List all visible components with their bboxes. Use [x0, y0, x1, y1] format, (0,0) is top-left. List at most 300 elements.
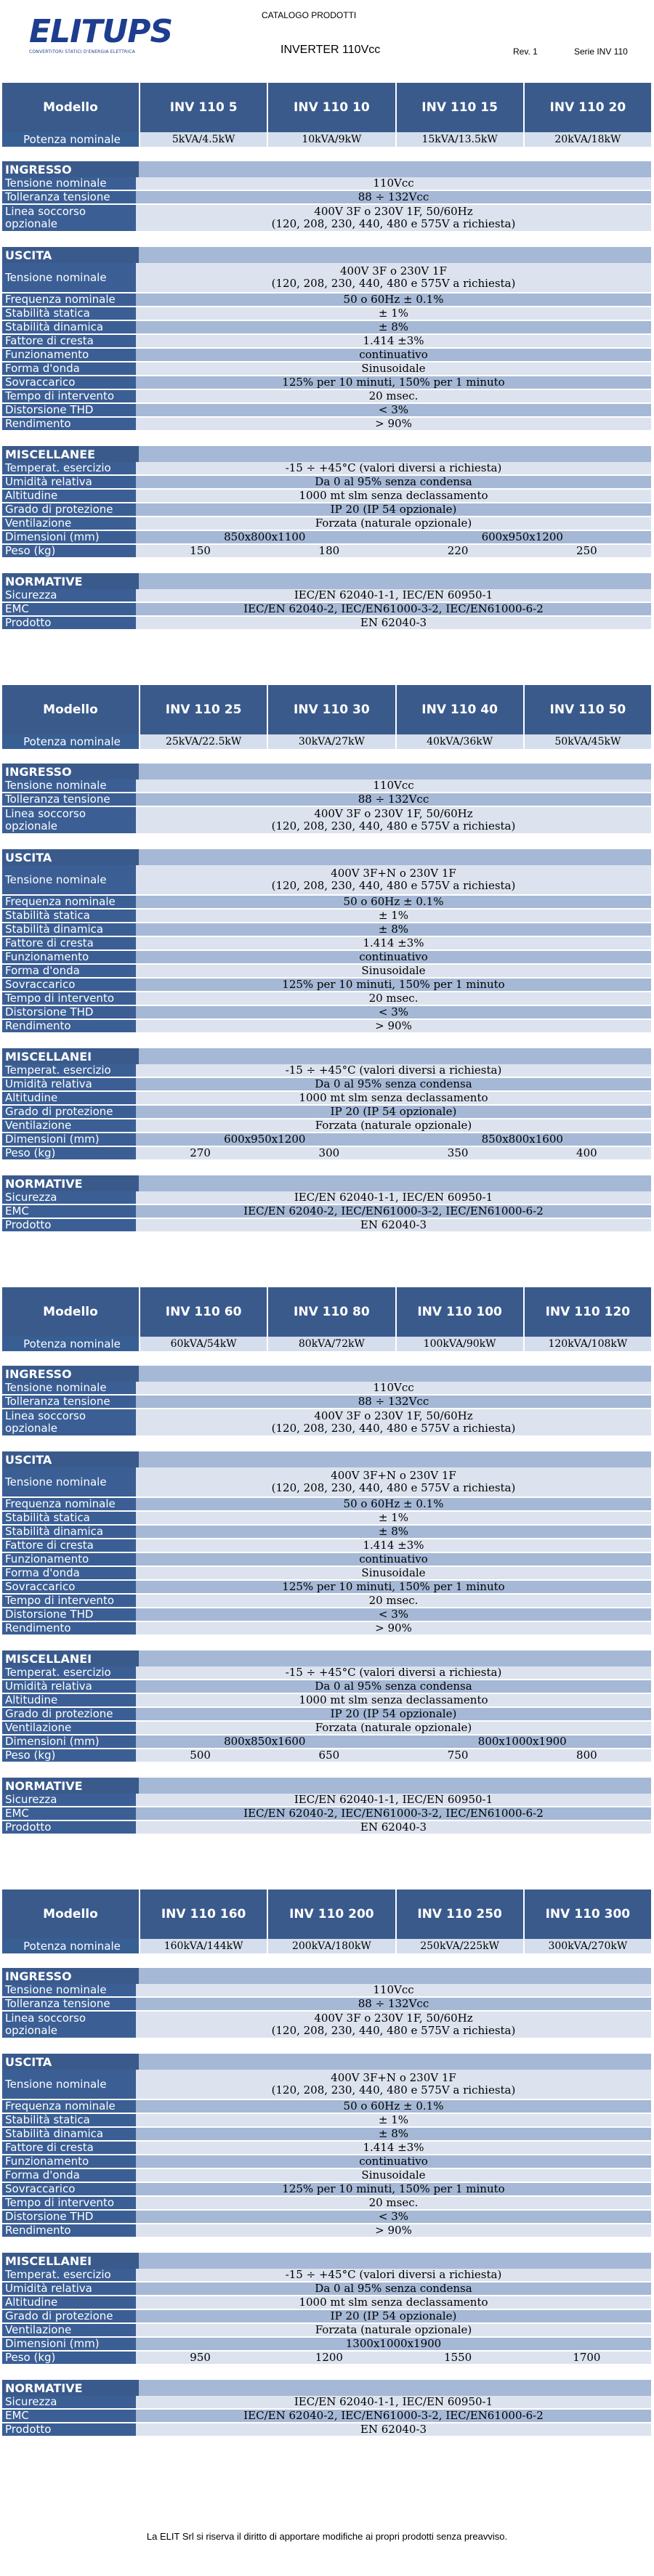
ventilazione-value: Forzata (naturale opzionale) [136, 1119, 651, 1133]
in-tolleranza-label: Tolleranza tensione [2, 1998, 136, 2012]
in-tensione-label: Tensione nominale [2, 779, 136, 793]
distorsione-label: Distorsione THD [2, 2211, 136, 2224]
spec-row [2, 1006, 651, 1020]
distorsione-label: Distorsione THD [2, 404, 136, 418]
spec-row [2, 779, 651, 793]
sicurezza-label: Sicurezza [2, 589, 136, 603]
ventilazione-label: Ventilazione [2, 1119, 136, 1133]
in-linea-value: 400V 3F o 230V 1F, 50/60Hz (120, 208, 230, 440, 480 e 575V a richiesta) [136, 205, 651, 232]
normative-section [2, 573, 651, 631]
potenza-label: Potenza nominale [2, 734, 139, 749]
forma-onda-value: Sinusoidale [136, 965, 651, 979]
prodotto-value: EN 62040-3 [136, 617, 651, 631]
tempo-intervento-label: Tempo di intervento [2, 1595, 136, 1608]
in-tensione-label: Tensione nominale [2, 177, 136, 191]
in-tensione-label: Tensione nominale [2, 1382, 136, 1396]
ventilazione-value: Forzata (naturale opzionale) [136, 517, 651, 531]
funzionamento-label: Funzionamento [2, 2155, 136, 2169]
forma-onda-label: Forma d'onda [2, 1567, 136, 1581]
spec-row [2, 1984, 651, 1998]
normative-title: NORMATIVE [2, 1778, 139, 1794]
dimensioni-value: 800x850x1600 [224, 1735, 306, 1748]
spec-row [2, 1622, 651, 1636]
potenza-value: 200kVA/180kW [267, 1939, 395, 1953]
model-name: INV 110 100 [397, 1287, 525, 1337]
rendimento-label: Rendimento [2, 418, 136, 432]
model-column-label: Modello [2, 83, 140, 132]
spec-row [2, 390, 651, 404]
sovraccarico-value: 125% per 10 minuti, 150% per 1 minuto [136, 1581, 651, 1595]
peso-label: Peso (kg) [2, 545, 136, 559]
peso-value: 400 [576, 1146, 597, 1159]
uscita-header [2, 849, 651, 865]
spec-row [2, 335, 651, 349]
grado-protezione-value: IP 20 (IP 54 opzionale) [136, 503, 651, 517]
uscita-header [2, 247, 651, 263]
temperat-label: Temperat. esercizio [2, 1666, 136, 1680]
ventilazione-label: Ventilazione [2, 1722, 136, 1735]
model-name: INV 110 120 [545, 1305, 631, 1319]
spec-row [2, 2211, 651, 2224]
umidita-label: Umidità relativa [2, 1078, 136, 1092]
stabilita-statica-label: Stabilità statica [2, 307, 136, 321]
peso-values [136, 1749, 651, 1763]
ventilazione-label: Ventilazione [2, 517, 136, 531]
potenza-value: 20kVA/18kW [523, 132, 651, 147]
normative-header-fill [139, 1175, 651, 1191]
stabilita-statica-label: Stabilità statica [2, 2114, 136, 2128]
in-tensione-value: 110Vcc [136, 1382, 651, 1396]
peso-values [136, 1147, 651, 1161]
model-name: INV 110 50 [549, 702, 626, 717]
spec-row [2, 951, 651, 965]
model-column-label: Modello [2, 1890, 140, 1939]
model-name: INV 110 5 [140, 83, 268, 132]
model-header-row [2, 83, 651, 132]
company-logo [29, 13, 173, 54]
rendimento-value: > 90% [136, 418, 651, 432]
spec-row [2, 2296, 651, 2310]
spec-row [2, 1205, 651, 1219]
stabilita-dinamica-label: Stabilità dinamica [2, 923, 136, 937]
out-tensione-value: 400V 3F+N o 230V 1F (120, 208, 230, 440, 480 e 575V a richiesta) [136, 865, 651, 896]
frequenza-nominale-label: Frequenza nominale [2, 2100, 136, 2114]
tempo-intervento-label: Tempo di intervento [2, 992, 136, 1006]
altitudine-value: 1000 mt slm senza declassamento [136, 1092, 651, 1106]
dimensioni-value: 850x800x1600 [481, 1133, 563, 1146]
emc-value: IEC/EN 62040-2, IEC/EN61000-3-2, IEC/EN61000-6-2 [136, 2410, 651, 2423]
ventilazione-value: Forzata (naturale opzionale) [136, 2324, 651, 2338]
in-tensione-label: Tensione nominale [2, 1984, 136, 1998]
peso-value: 350 [447, 1146, 469, 1159]
stabilita-statica-value: ± 1% [136, 307, 651, 321]
prodotto-value: EN 62040-3 [136, 1821, 651, 1835]
stabilita-dinamica-value: ± 8% [136, 321, 651, 335]
rendimento-label: Rendimento [2, 1622, 136, 1636]
out-tensione-label: Tensione nominale [2, 263, 136, 293]
temperat-label: Temperat. esercizio [2, 1064, 136, 1078]
peso-value: 800 [576, 1749, 597, 1762]
grado-protezione-value: IP 20 (IP 54 opzionale) [136, 1708, 651, 1722]
peso-value: 300 [318, 1146, 340, 1159]
miscellanee-title: MISCELLANEI [2, 1048, 139, 1064]
umidita-value: Da 0 al 95% senza condensa [136, 476, 651, 490]
tempo-intervento-value: 20 msec. [136, 390, 651, 404]
dimensioni-values [136, 531, 651, 545]
spec-block [2, 1890, 651, 2452]
in-tolleranza-label: Tolleranza tensione [2, 793, 136, 807]
ingresso-header-fill [139, 161, 651, 177]
fattore-cresta-label: Fattore di cresta [2, 2142, 136, 2155]
normative-header-fill [139, 1778, 651, 1794]
potenza-label: Potenza nominale [2, 132, 139, 147]
dimensioni-value: 850x800x1100 [224, 530, 306, 543]
distorsione-value: < 3% [136, 1006, 651, 1020]
uscita-header [2, 1451, 651, 1467]
stabilita-statica-label: Stabilità statica [2, 910, 136, 923]
prodotto-value: EN 62040-3 [136, 2423, 651, 2437]
spec-row [2, 1396, 651, 1409]
spec-row [2, 321, 651, 335]
model-name: INV 110 160 [140, 1890, 268, 1939]
funzionamento-label: Funzionamento [2, 1553, 136, 1567]
ingresso-title: INGRESSO [2, 764, 139, 779]
potenza-label: Potenza nominale [2, 1939, 139, 1953]
out-tensione-label: Tensione nominale [2, 2070, 136, 2100]
spec-block [2, 83, 651, 645]
spec-row [2, 349, 651, 362]
funzionamento-value: continuativo [136, 2155, 651, 2169]
uscita-section [2, 1451, 651, 1636]
spec-row [2, 2155, 651, 2169]
uscita-header [2, 2054, 651, 2070]
sovraccarico-label: Sovraccarico [2, 2183, 136, 2197]
spec-row [2, 1595, 651, 1608]
product-title: INVERTER 110Vcc [280, 44, 381, 56]
prodotto-label: Prodotto [2, 1219, 136, 1233]
in-tolleranza-value: 88 ÷ 132Vcc [136, 191, 651, 205]
altitudine-label: Altitudine [2, 2296, 136, 2310]
ingresso-header [2, 1366, 651, 1382]
temperat-value: -15 ÷ +45°C (valori diversi a richiesta) [136, 1064, 651, 1078]
stabilita-dinamica-value: ± 8% [136, 1526, 651, 1539]
peso-value: 1200 [315, 2351, 343, 2364]
peso-row [2, 2352, 651, 2365]
footer-disclaimer: La ELIT Srl si riserva il diritto di apportare modifiche ai propri prodotti senza preavviso. [146, 2531, 508, 2542]
frequenza-nominale-label: Frequenza nominale [2, 293, 136, 307]
sicurezza-value: IEC/EN 62040-1-1, IEC/EN 60950-1 [136, 2396, 651, 2410]
normative-header-fill [139, 2380, 651, 2396]
peso-values [136, 2352, 651, 2365]
spec-row [2, 476, 651, 490]
ingresso-title: INGRESSO [2, 1366, 139, 1382]
spec-row [2, 2410, 651, 2423]
temperat-label: Temperat. esercizio [2, 2269, 136, 2283]
potenza-value: 15kVA/13.5kW [395, 132, 523, 147]
peso-value: 270 [190, 1146, 211, 1159]
logo-subtitle: CONVERTITORI STATICI D'ENERGIA ELETTRICA [29, 49, 135, 54]
spec-row [2, 1567, 651, 1581]
uscita-header-fill [139, 2054, 651, 2070]
miscellanee-header [2, 1048, 651, 1064]
spec-row [2, 1119, 651, 1133]
tempo-intervento-label: Tempo di intervento [2, 2197, 136, 2211]
miscellanee-header-fill [139, 1048, 651, 1064]
page-header [0, 0, 654, 70]
umidita-label: Umidità relativa [2, 1680, 136, 1694]
ingresso-title: INGRESSO [2, 161, 139, 177]
potenza-value: 10kVA/9kW [267, 132, 395, 147]
peso-value: 1550 [444, 2351, 472, 2364]
spec-row [2, 2283, 651, 2296]
normative-header-fill [139, 573, 651, 589]
spec-row [2, 793, 651, 807]
normative-title: NORMATIVE [2, 2380, 139, 2396]
temperat-value: -15 ÷ +45°C (valori diversi a richiesta) [136, 462, 651, 476]
sovraccarico-value: 125% per 10 minuti, 150% per 1 minuto [136, 2183, 651, 2197]
sicurezza-value: IEC/EN 62040-1-1, IEC/EN 60950-1 [136, 1191, 651, 1205]
temperat-label: Temperat. esercizio [2, 462, 136, 476]
model-name: INV 110 10 [268, 83, 396, 132]
spec-row [2, 418, 651, 432]
in-tolleranza-value: 88 ÷ 132Vcc [136, 1396, 651, 1409]
model-name: INV 110 40 [397, 685, 525, 734]
spec-row [2, 503, 651, 517]
potenza-value: 300kVA/270kW [523, 1939, 651, 1953]
umidita-value: Da 0 al 95% senza condensa [136, 1680, 651, 1694]
ingresso-section [2, 1366, 651, 1437]
spec-row [2, 923, 651, 937]
uscita-title: USCITA [2, 1451, 139, 1467]
sicurezza-value: IEC/EN 62040-1-1, IEC/EN 60950-1 [136, 1794, 651, 1807]
rendimento-value: > 90% [136, 1622, 651, 1636]
altitudine-label: Altitudine [2, 1092, 136, 1106]
tempo-intervento-value: 20 msec. [136, 1595, 651, 1608]
altitudine-value: 1000 mt slm senza declassamento [136, 490, 651, 503]
spec-row [2, 1722, 651, 1735]
fattore-cresta-value: 1.414 ±3% [136, 335, 651, 349]
model-name: INV 110 80 [268, 1287, 396, 1337]
spec-row [2, 2423, 651, 2437]
peso-value: 1700 [573, 2351, 601, 2364]
frequenza-nominale-value: 50 o 60Hz ± 0.1% [136, 896, 651, 910]
spec-row [2, 2183, 651, 2197]
model-header-row [2, 685, 651, 734]
stabilita-statica-value: ± 1% [136, 1512, 651, 1526]
miscellanee-title: MISCELLANEI [2, 1650, 139, 1666]
stabilita-dinamica-label: Stabilità dinamica [2, 2128, 136, 2142]
miscellanee-header [2, 1650, 651, 1666]
spec-block [2, 685, 651, 1247]
model-name: INV 110 300 [545, 1907, 631, 1921]
series-label: Serie INV 110 [574, 46, 628, 57]
model-name: INV 110 25 [140, 685, 268, 734]
spec-row [2, 404, 651, 418]
spec-row [2, 865, 651, 896]
grado-protezione-value: IP 20 (IP 54 opzionale) [136, 1106, 651, 1119]
uscita-section [2, 247, 651, 432]
spec-row [2, 1581, 651, 1595]
potenza-value: 25kVA/22.5kW [139, 734, 267, 749]
spec-row [2, 979, 651, 992]
spec-row [2, 2396, 651, 2410]
in-tensione-value: 110Vcc [136, 1984, 651, 1998]
spec-row [2, 2070, 651, 2100]
peso-label: Peso (kg) [2, 1749, 136, 1763]
altitudine-value: 1000 mt slm senza declassamento [136, 1694, 651, 1708]
sicurezza-value: IEC/EN 62040-1-1, IEC/EN 60950-1 [136, 589, 651, 603]
peso-row [2, 1749, 651, 1763]
spec-row [2, 1382, 651, 1396]
grado-protezione-label: Grado di protezione [2, 1106, 136, 1119]
funzionamento-value: continuativo [136, 1553, 651, 1567]
prodotto-label: Prodotto [2, 617, 136, 631]
dimensioni-value: 600x950x1200 [224, 1133, 306, 1146]
dimensioni-label: Dimensioni (mm) [2, 1735, 136, 1749]
peso-value: 950 [190, 2351, 211, 2364]
potenza-value: 5kVA/4.5kW [139, 132, 267, 147]
grado-protezione-label: Grado di protezione [2, 2310, 136, 2324]
spec-row [2, 617, 651, 631]
dimensioni-values [136, 2338, 651, 2352]
spec-row [2, 462, 651, 476]
out-tensione-label: Tensione nominale [2, 1467, 136, 1498]
uscita-section [2, 849, 651, 1034]
in-linea-label: Linea soccorso opzionale [2, 1409, 136, 1437]
peso-value: 500 [190, 1749, 211, 1762]
spec-row [2, 307, 651, 321]
distorsione-label: Distorsione THD [2, 1006, 136, 1020]
fattore-cresta-label: Fattore di cresta [2, 1539, 136, 1553]
stabilita-statica-value: ± 1% [136, 2114, 651, 2128]
potenza-value: 50kVA/45kW [523, 734, 651, 749]
emc-label: EMC [2, 2410, 136, 2423]
frequenza-nominale-label: Frequenza nominale [2, 896, 136, 910]
in-tensione-value: 110Vcc [136, 779, 651, 793]
spec-row [2, 1512, 651, 1526]
tempo-intervento-label: Tempo di intervento [2, 390, 136, 404]
out-tensione-value: 400V 3F+N o 230V 1F (120, 208, 230, 440, 480 e 575V a richiesta) [136, 1467, 651, 1498]
ingresso-header [2, 1968, 651, 1984]
spec-row [2, 1539, 651, 1553]
stabilita-dinamica-label: Stabilità dinamica [2, 1526, 136, 1539]
funzionamento-value: continuativo [136, 951, 651, 965]
spec-row [2, 2324, 651, 2338]
spec-row [2, 1821, 651, 1835]
spec-row [2, 2128, 651, 2142]
frequenza-nominale-label: Frequenza nominale [2, 1498, 136, 1512]
spec-row [2, 1409, 651, 1437]
in-tolleranza-label: Tolleranza tensione [2, 191, 136, 205]
model-name: INV 110 15 [397, 83, 525, 132]
forma-onda-label: Forma d'onda [2, 965, 136, 979]
dimensioni-row [2, 1735, 651, 1749]
miscellanee-header [2, 2253, 651, 2269]
temperat-value: -15 ÷ +45°C (valori diversi a richiesta) [136, 1666, 651, 1680]
out-tensione-value: 400V 3F+N o 230V 1F (120, 208, 230, 440, 480 e 575V a richiesta) [136, 2070, 651, 2100]
tempo-intervento-value: 20 msec. [136, 992, 651, 1006]
peso-value: 750 [447, 1749, 469, 1762]
in-linea-label: Linea soccorso opzionale [2, 2012, 136, 2039]
normative-section [2, 1175, 651, 1233]
spec-row [2, 263, 651, 293]
spec-row [2, 490, 651, 503]
ventilazione-value: Forzata (naturale opzionale) [136, 1722, 651, 1735]
peso-value: 250 [576, 544, 597, 557]
spec-row [2, 1708, 651, 1722]
potenza-value: 60kVA/54kW [139, 1337, 267, 1351]
model-name: INV 110 60 [140, 1287, 268, 1337]
dimensioni-row [2, 1133, 651, 1147]
potenza-value: 100kVA/90kW [395, 1337, 523, 1351]
peso-value: 650 [318, 1749, 340, 1762]
ingresso-section [2, 161, 651, 232]
ingresso-header-fill [139, 764, 651, 779]
fattore-cresta-value: 1.414 ±3% [136, 937, 651, 951]
spec-row [2, 2224, 651, 2238]
sovraccarico-label: Sovraccarico [2, 376, 136, 390]
potenza-value: 80kVA/72kW [267, 1337, 395, 1351]
tempo-intervento-value: 20 msec. [136, 2197, 651, 2211]
model-name: INV 110 20 [549, 100, 626, 115]
sovraccarico-label: Sovraccarico [2, 979, 136, 992]
potenza-value: 160kVA/144kW [139, 1939, 267, 1953]
spec-row [2, 2012, 651, 2039]
in-linea-value: 400V 3F o 230V 1F, 50/60Hz (120, 208, 230, 440, 480 e 575V a richiesta) [136, 807, 651, 835]
prodotto-label: Prodotto [2, 1821, 136, 1835]
prodotto-value: EN 62040-3 [136, 1219, 651, 1233]
frequenza-nominale-value: 50 o 60Hz ± 0.1% [136, 2100, 651, 2114]
spec-row [2, 177, 651, 191]
ingresso-header-fill [139, 1366, 651, 1382]
normative-header [2, 2380, 651, 2396]
spec-row [2, 603, 651, 617]
potenza-row [2, 1337, 651, 1351]
potenza-label: Potenza nominale [2, 1337, 139, 1351]
spec-row [2, 1064, 651, 1078]
funzionamento-value: continuativo [136, 349, 651, 362]
umidita-label: Umidità relativa [2, 476, 136, 490]
temperat-value: -15 ÷ +45°C (valori diversi a richiesta) [136, 2269, 651, 2283]
miscellanee-header [2, 446, 651, 462]
forma-onda-label: Forma d'onda [2, 2169, 136, 2183]
normative-section [2, 1778, 651, 1835]
miscellanee-section [2, 1048, 651, 1161]
emc-label: EMC [2, 603, 136, 617]
spec-row [2, 1666, 651, 1680]
spec-row [2, 1694, 651, 1708]
uscita-section [2, 2054, 651, 2238]
dimensioni-row [2, 2338, 651, 2352]
spec-row [2, 1526, 651, 1539]
spec-row [2, 1219, 651, 1233]
out-tensione-label: Tensione nominale [2, 865, 136, 896]
spec-row [2, 2197, 651, 2211]
in-linea-value: 400V 3F o 230V 1F, 50/60Hz (120, 208, 230, 440, 480 e 575V a richiesta) [136, 1409, 651, 1437]
normative-title: NORMATIVE [2, 573, 139, 589]
spec-row [2, 1106, 651, 1119]
spec-row [2, 293, 651, 307]
sicurezza-label: Sicurezza [2, 2396, 136, 2410]
revision-label: Rev. 1 [513, 46, 538, 57]
rendimento-value: > 90% [136, 2224, 651, 2238]
fattore-cresta-value: 1.414 ±3% [136, 1539, 651, 1553]
spec-row [2, 2169, 651, 2183]
stabilita-dinamica-label: Stabilità dinamica [2, 321, 136, 335]
altitudine-label: Altitudine [2, 1694, 136, 1708]
dimensioni-label: Dimensioni (mm) [2, 2338, 136, 2352]
dimensioni-values [136, 1735, 651, 1749]
